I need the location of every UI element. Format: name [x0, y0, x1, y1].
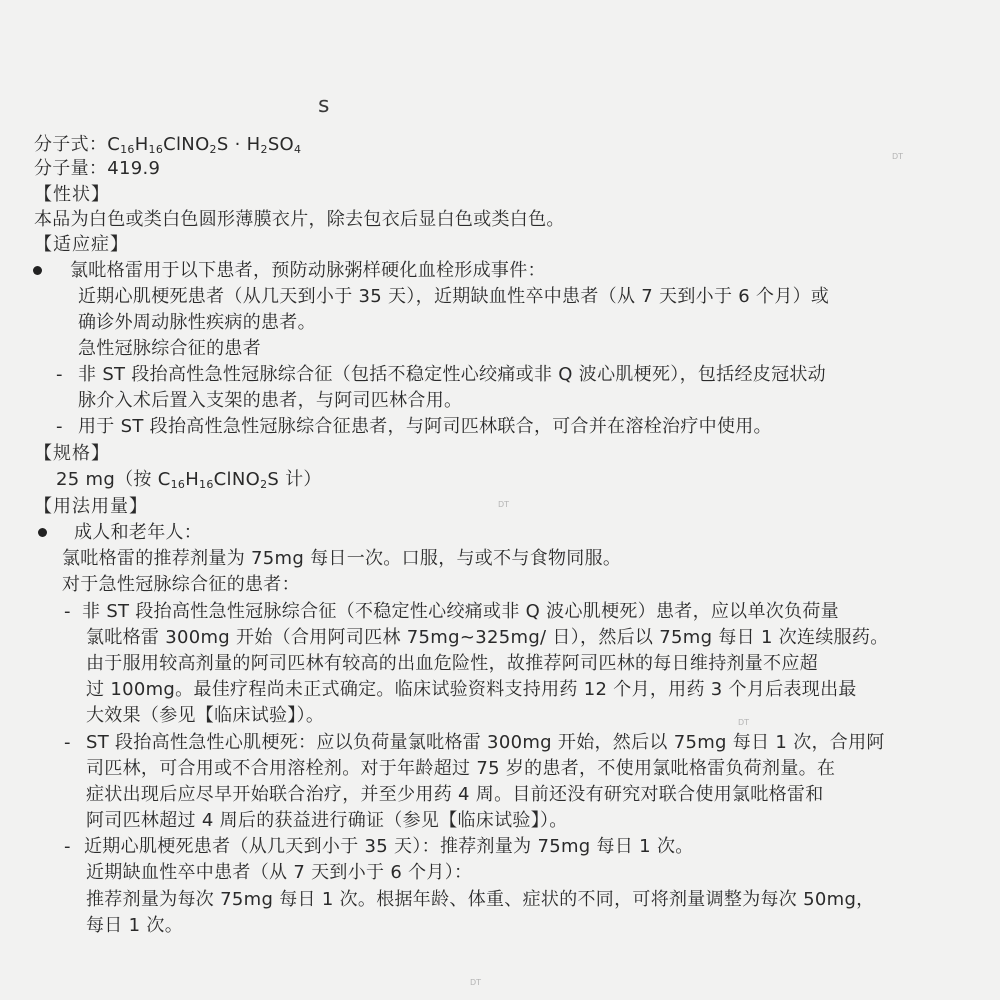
- formula-value: $C_{16}H_{16}ClNO_2S \cdot H_2SO_4$: [107, 134, 302, 156]
- indication-line: 急性冠脉综合征的患者: [78, 338, 261, 359]
- molecular-weight: 分子量：419.9: [34, 158, 161, 179]
- properties-text: 本品为白色或类白色圆形薄膜衣片，除去包衣后显白色或类白色。: [34, 209, 565, 230]
- section-heading-indications: 【适应症】: [34, 234, 129, 255]
- section-heading-spec: 【规格】: [34, 443, 110, 464]
- dash-marker: -: [64, 601, 71, 622]
- spec-prefix: 25 mg（按: [56, 469, 158, 490]
- section-heading-dosage: 【用法用量】: [34, 496, 148, 517]
- formula-label: 分子式：: [34, 134, 108, 155]
- dosage-line: 由于服用较高剂量的阿司匹林有较高的出血危险性，故推荐阿司匹林的每日维持剂量不应超: [86, 653, 818, 674]
- cropped-text-fragment: s: [318, 93, 330, 118]
- watermark: DT: [498, 500, 510, 509]
- dosage-line: 氯吡格雷 300mg 开始（合用阿司匹林 75mg~325mg/ 日），然后以 75mg 每日 1 次连续服药。: [86, 627, 889, 648]
- subscript: 2: [260, 478, 268, 491]
- indication-line: 氯吡格雷用于以下患者，预防动脉粥样硬化血栓形成事件：: [70, 260, 546, 281]
- indication-line: 非 ST 段抬高性急性冠脉综合征（包括不稳定性心绞痛或非 Q 波心肌梗死），包括经皮冠状动: [78, 364, 826, 385]
- dosage-line: 成人和老年人：: [74, 522, 203, 543]
- molecular-formula: [34, 133, 301, 157]
- dosage-line: 阿司匹林超过 4 周后的获益进行确证（参见【临床试验】）。: [86, 810, 568, 831]
- dosage-line: 非 ST 段抬高性急性冠脉综合征（不稳定性心绞痛或非 Q 波心肌梗死）患者，应以单次负荷量: [82, 601, 839, 622]
- indication-line: 用于 ST 段抬高性急性冠脉综合征患者，与阿司匹林联合，可合并在溶栓治疗中使用。: [78, 416, 772, 437]
- section-heading-properties: 【性状】: [34, 184, 110, 205]
- subscript: 16: [170, 478, 186, 491]
- dash-marker: -: [56, 364, 63, 385]
- spec-value: [56, 468, 322, 492]
- dosage-line: 近期心肌梗死患者（从几天到小于 35 天）：推荐剂量为 75mg 每日 1 次。: [84, 836, 694, 857]
- indication-line: 近期心肌梗死患者（从几天到小于 35 天），近期缺血性卒中患者（从 7 天到小于 6 个月）或: [78, 286, 830, 307]
- dosage-line: 司匹林，可合用或不合用溶栓剂。对于年龄超过 75 岁的患者，不使用氯吡格雷负荷剂量。在: [86, 758, 836, 779]
- watermark: DT: [470, 978, 482, 987]
- subscript: 16: [148, 143, 164, 156]
- spec-formula: $C_{16}H_{16}ClNO_2S$ 计）: [157, 469, 322, 491]
- subscript: 2: [209, 143, 217, 156]
- dash-marker: -: [64, 836, 71, 857]
- dosage-line: 每日 1 次。: [86, 915, 183, 936]
- bullet-icon: [38, 528, 47, 537]
- watermark: DT: [738, 718, 750, 727]
- indication-line: 确诊外周动脉性疾病的患者。: [78, 312, 316, 333]
- dosage-line: 近期缺血性卒中患者（从 7 天到小于 6 个月）：: [86, 862, 473, 883]
- dosage-line: 对于急性冠脉综合征的患者：: [62, 574, 300, 595]
- dosage-line: 推荐剂量为每次 75mg 每日 1 次。根据年龄、体重、症状的不同，可将剂量调整为每次 50mg，: [86, 889, 875, 910]
- dosage-line: 氯吡格雷的推荐剂量为 75mg 每日一次。口服，与或不与食物同服。: [62, 548, 622, 569]
- dosage-line: 症状出现后应尽早开始联合治疗，并至少用药 4 周。目前还没有研究对联合使用氯吡格雷和: [86, 784, 824, 805]
- subscript: 16: [120, 143, 135, 156]
- bullet-icon: [33, 266, 42, 275]
- subscript: 4: [294, 143, 302, 156]
- indication-line: 脉介入术后置入支架的患者，与阿司匹林合用。: [78, 390, 463, 411]
- watermark: DT: [892, 152, 904, 161]
- subscript: 16: [199, 478, 214, 491]
- dash-marker: -: [56, 416, 63, 437]
- dosage-line: 大效果（参见【临床试验】）。: [86, 705, 325, 726]
- subscript: 2: [260, 143, 268, 156]
- dash-marker: -: [64, 732, 71, 753]
- dosage-line: ST 段抬高性急性心肌梗死：应以负荷量氯吡格雷 300mg 开始，然后以 75mg 每日 1 次，合用阿: [86, 732, 885, 753]
- dosage-line: 过 100mg。最佳疗程尚未正式确定。临床试验资料支持用药 12 个月，用药 3 个月后表现出最: [86, 679, 857, 700]
